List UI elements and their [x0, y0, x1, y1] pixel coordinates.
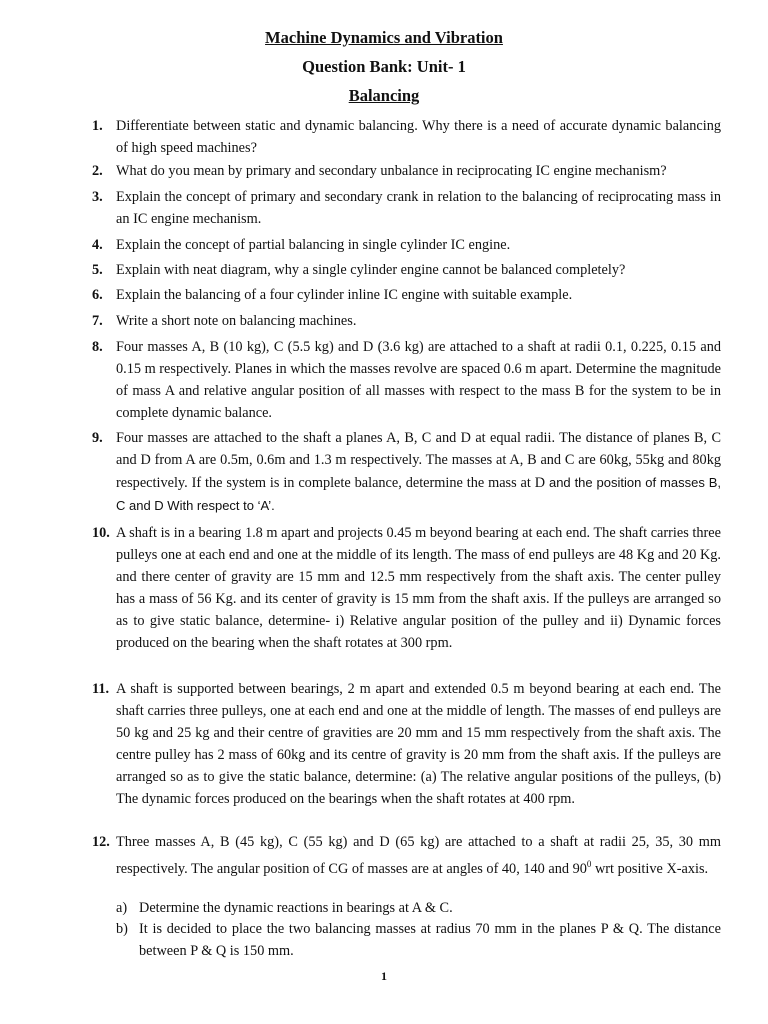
question-text — [116, 428, 721, 518]
question-text: Explain with neat diagram, why a single cylinder engine cannot be balanced completely? — [116, 262, 626, 278]
question-text: Differentiate between static and dynamic balancing. Why there is a need of accurate dynamic balancing of high speed machines? — [116, 118, 721, 156]
subpart-label: b) — [116, 921, 128, 937]
subpart-b — [116, 919, 721, 963]
subpart-text: It is decided to place the two balancing masses at radius 70 mm in the planes P & Q. The distance between P & Q is 150 mm. — [139, 921, 721, 959]
document-subtitle: Question Bank: Unit- 1 — [302, 57, 466, 76]
question-text: Write a short note on balancing machines. — [116, 313, 357, 329]
question-12 — [92, 832, 721, 881]
subpart-a — [116, 898, 721, 920]
degree-superscript: 0 — [586, 858, 592, 869]
question-number: 1. — [92, 118, 103, 134]
question-number: 4. — [92, 237, 103, 253]
question-text: A shaft is supported between bearings, 2 m apart and extended 0.5 m beyond bearing at each end. The shaft carries three pulleys, one at each end and one at the middle of length. The masses of end pulleys are 50 kg and 25 kg and their centre of gravities are 20 mm and 15 mm respectively from the shaft axis. The centre pulley has 2 mass of 60kg and its centre of gravity is 20 mm from the shaft axis. If the pulleys are arranged so as to give the static balance, determine: (a) The relative angular positions of the pulleys, (b) The dynamic forces produced on the bearings when the shaft rotates at 400 rpm. — [116, 681, 721, 807]
question-number: 2. — [92, 163, 103, 179]
question-text: Four masses A, B (10 kg), C (5.5 kg) and D (3.6 kg) are attached to a shaft at radii 0.1, 0.225, 0.15 and 0.15 m respectively. Planes in which the masses revolve are spaced 0.6 m apart. Determine the magnitude of mass A and relative angular position of all masses with respect to the mass B for the system to be in complete dynamic balance. — [116, 339, 721, 421]
question-5 — [92, 260, 721, 282]
question-text — [116, 832, 721, 881]
question-number: 6. — [92, 287, 103, 303]
question-text: What do you mean by primary and secondary unbalance in reciprocating IC engine mechanism? — [116, 163, 667, 179]
question-text-end: wrt positive X-axis. — [591, 860, 709, 877]
question-text: Explain the balancing of a four cylinder inline IC engine with suitable example. — [116, 287, 573, 303]
question-number: 5. — [92, 262, 103, 278]
question-8 — [92, 337, 721, 425]
question-text-main: Four masses are attached to the shaft a planes A, B, C and D at equal radii. The distance of planes B, C and D from A are 0.5m, 0.6m and 1.3 m respectively. The masses at A, B and C are 60kg, 55kg and 80kg respectively. If the system is in complete balance, determine the mass at D — [116, 430, 721, 491]
question-text-main: Three masses A, B (45 kg), C (55 kg) and D (65 kg) are attached to a shaft at radii 25, 35, 30 mm respectively. The angular position of CG of masses are at angles of 40, 140 and 90 — [116, 834, 721, 877]
question-2 — [92, 161, 721, 183]
question-number: 10. — [92, 525, 110, 541]
section-heading: Balancing — [348, 86, 420, 105]
question-text: A shaft is in a bearing 1.8 m apart and projects 0.45 m beyond bearing at each end. The shaft carries three pulleys one at each end and one at the middle of its length. The mass of end pulleys are 48 Kg and 20 Kg. and there center of gravity are 15 mm and 12.5 mm respectively from the shaft axis. The center pulley has a mass of 56 Kg. and its center of gravity is 15 mm from the shaft axis. If the pulleys are arranged so as to give static balance, determine- i) Relative angular position of the pulley and ii) Dynamic forces produced on the bearing when the shaft rotates at 300 rpm. — [116, 525, 721, 651]
subpart-label: a) — [116, 900, 128, 916]
question-7 — [92, 311, 721, 333]
question-number: 3. — [92, 189, 103, 205]
question-text: Explain the concept of primary and secondary crank in relation to the balancing of reciprocating mass in an IC engine mechanism. — [116, 189, 721, 227]
question-6 — [92, 285, 721, 307]
question-number: 12. — [92, 834, 110, 850]
question-10 — [92, 523, 721, 654]
question-1 — [92, 116, 721, 160]
question-text: Explain the concept of partial balancing in single cylinder IC engine. — [116, 237, 511, 253]
question-text-tail: and the position of masses B, C and D With respect to ‘A’. — [116, 474, 722, 513]
question-4 — [92, 235, 721, 257]
question-number: 7. — [92, 313, 103, 329]
subpart-text: Determine the dynamic reactions in bearings at A & C. — [139, 900, 453, 916]
question-3 — [92, 187, 721, 231]
question-number: 11. — [92, 681, 110, 697]
question-number: 9. — [92, 430, 103, 446]
question-11 — [92, 679, 721, 810]
question-9 — [92, 428, 721, 518]
document-title: Machine Dynamics and Vibration — [265, 28, 503, 47]
question-number: 8. — [92, 339, 103, 355]
page-number: 1 — [381, 969, 387, 983]
